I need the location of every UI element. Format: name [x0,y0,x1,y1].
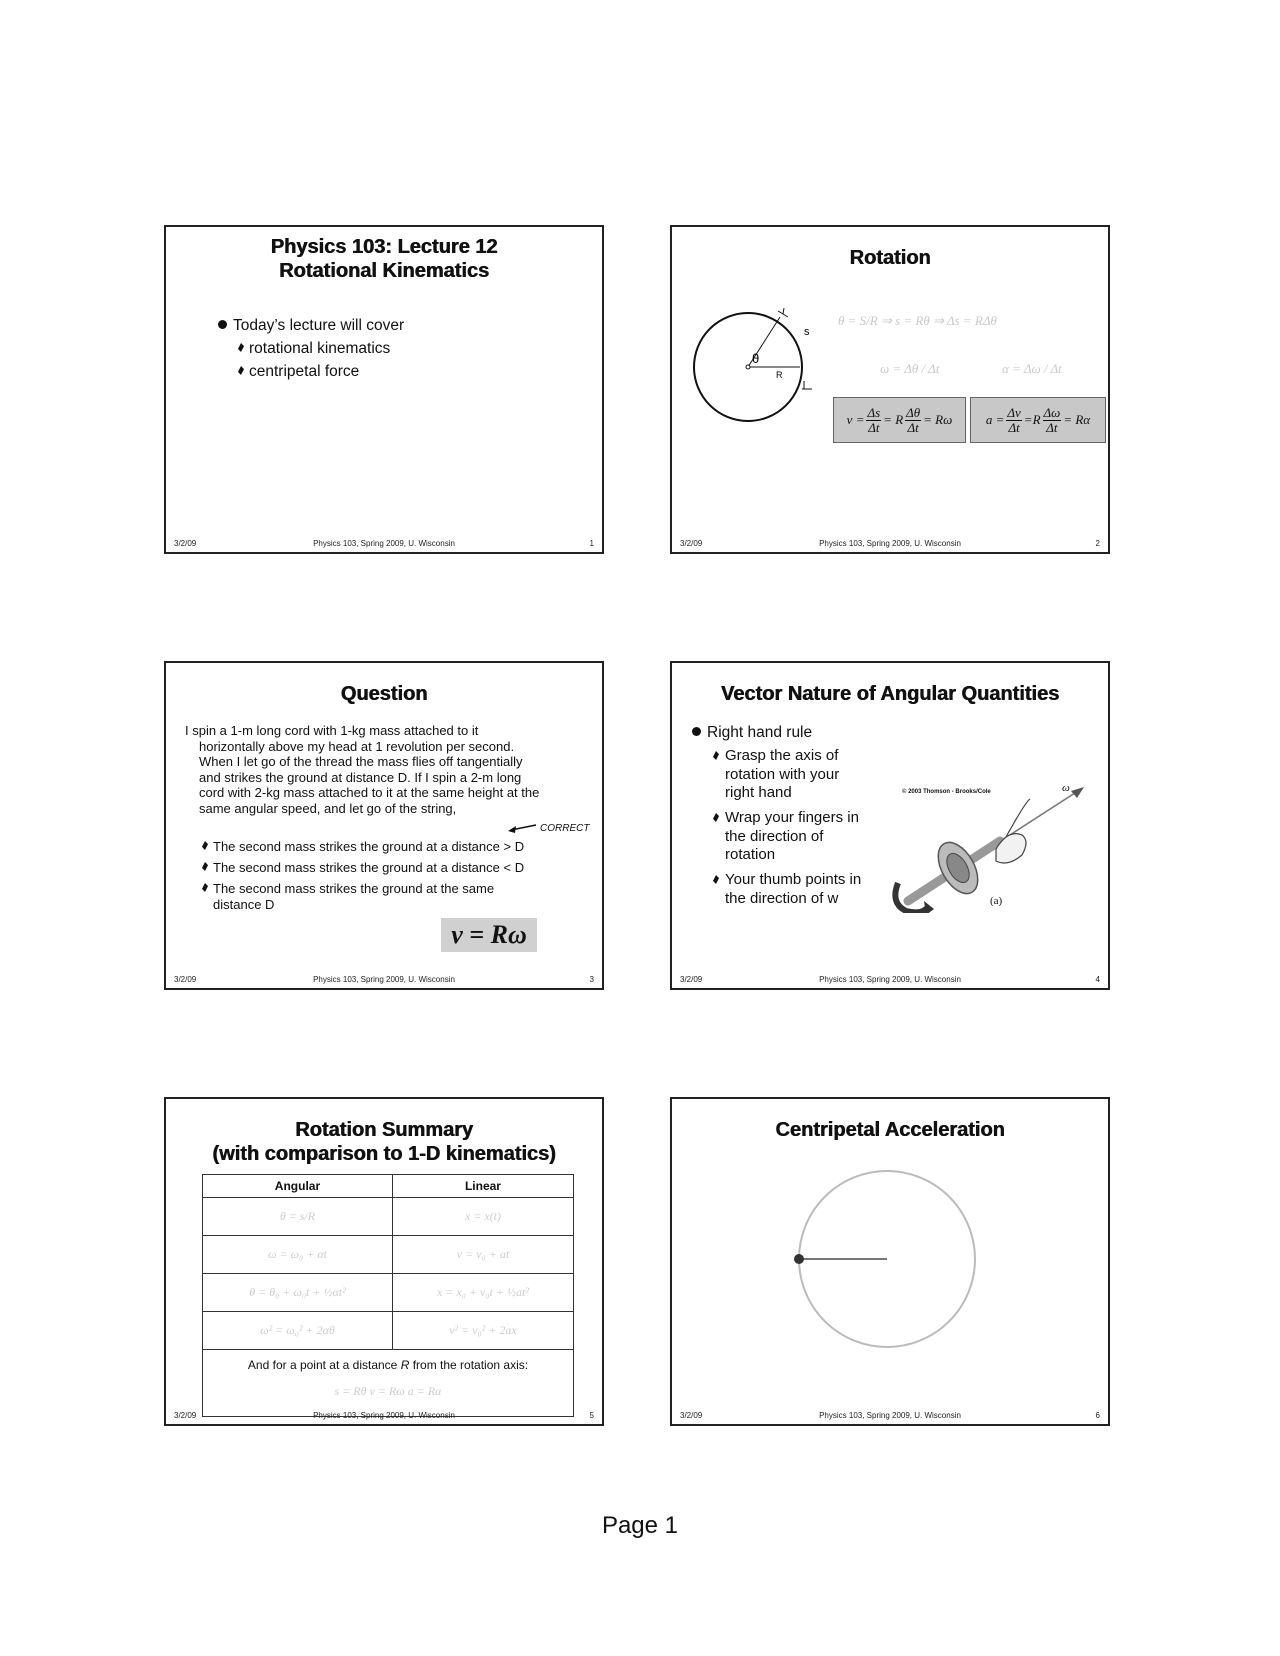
rotation-circle-diagram [692,307,842,427]
slide-number: 6 [1095,1411,1100,1420]
slide-number: 3 [589,975,594,984]
faint-formula: ω = Δθ / Δt [880,361,940,376]
question-text: I spin a 1-m long cord with 1-kg mass attached to it horizontally above my head at 1 revolution per second. When I let go of the thread the mass flies off tangentially and strikes the ground at distance D. If I spin a 2-m long cord with 2-kg mass attached to it at the same height at the same angular speed, and let go of the string, [185,723,540,816]
slide-title: Rotation Summary (with comparison to 1-D kinematics) [212,1119,556,1165]
sub-bullet-item: centripetal force [238,362,359,381]
faint-formula: θ = S/R ⇒ s = Rθ ⇒ Δs = RΔθ [838,313,997,328]
linear-formula: x = x(t) [392,1198,573,1236]
centripetal-circle-diagram [792,1164,982,1354]
table-row [203,1198,574,1236]
sub-bullet-item: rotational kinematics [238,339,390,358]
slide-4 [670,661,1110,990]
diamond-bullet-icon [202,883,208,892]
angular-formula: θ = s/R [203,1198,393,1236]
slide-title: Vector Nature of Angular Quantities [720,683,1060,705]
table-row [203,1312,574,1350]
sub-bullet-item: Wrap your fingers in the direction of rotation [713,809,859,865]
slide-5 [164,1097,604,1426]
bullet-item: Right hand rule [692,723,812,742]
omega-label: ω [1062,782,1070,794]
slide-1 [164,225,604,554]
slide-title: Centripetal Acceleration [775,1119,1005,1141]
slide-title: Question [340,683,428,705]
table-header-row [203,1175,574,1198]
diamond-bullet-icon [202,862,208,871]
slide-number: 1 [589,539,594,548]
slide-title: Physics 103: Lecture 12 Rotational Kinematics [270,236,498,282]
table-note: And for a point at a distance R from the rotation axis: s = Rθ v = Rω a = Rα [203,1350,574,1417]
slide-date: 3/2/09 [680,1411,703,1420]
angular-formula: ω² = ω₀² + 2αθ [203,1312,393,1350]
answer-option: The second mass strikes the ground at a distance < D [202,860,524,876]
slide-2 [670,225,1110,554]
linear-formula: v² = v₀² + 2ax [392,1312,573,1350]
bullet-icon [692,727,701,736]
angular-formula: ω = ω₀ + αt [203,1236,393,1274]
linear-formula: v = v₀ + at [392,1236,573,1274]
table-row [203,1236,574,1274]
diamond-bullet-icon [202,841,208,850]
slide-date: 3/2/09 [680,539,703,548]
bullet-item: Today’s lecture will cover [218,316,404,335]
slide-date: 3/2/09 [174,539,197,548]
kinematics-comparison-table [202,1174,574,1417]
slide-date: 3/2/09 [174,975,197,984]
slide-footer: Physics 103, Spring 2009, U. Wisconsin [819,539,961,548]
slide-number: 4 [1095,975,1100,984]
linear-formula: x = x₀ + v₀t + ½at² [392,1274,573,1312]
arc-length-label: s [804,326,810,338]
slide-number: 2 [1095,539,1100,548]
correct-label: CORRECT [540,823,590,834]
answer-option: The second mass strikes the ground at a distance > D [202,839,524,855]
velocity-formula-box: v = $\frac{\Delta s}{\Delta t}$ = R $\frac{\Delta\theta}{\Delta t}$ = Rω [833,397,966,443]
answer-option: The second mass strikes the ground at the same distance D [202,881,494,913]
angle-label: θ [752,351,760,366]
slide-footer: Physics 103, Spring 2009, U. Wisconsin [313,975,455,984]
table-row [203,1274,574,1312]
figure-label: (a) [990,895,1003,907]
copyright-text: © 2003 Thomson - Brooks/Cole [902,789,991,795]
angular-formula: θ = θ₀ + ω₀t + ½αt² [203,1274,393,1312]
right-hand-rule-illustration [888,783,1088,913]
slide-footer: Physics 103, Spring 2009, U. Wisconsin [313,539,455,548]
sub-bullet-item: Grasp the axis of rotation with your right hand [713,747,839,803]
correct-arrow-icon [508,823,538,835]
slide-3 [164,661,604,990]
radius-label: R [776,370,783,380]
slide-footer: Physics 103, Spring 2009, U. Wisconsin [313,1411,455,1420]
acceleration-formula-box: a = $\frac{\Delta v}{\Delta t}$ =R $\frac{\Delta\omega}{\Delta t}$ = Rα [970,397,1106,443]
faint-formula: s = Rθ v = Rω a = Rα [334,1384,442,1398]
slide-number: 5 [589,1411,594,1420]
page-label: Page 1 [601,1512,679,1539]
slide-date: 3/2/09 [174,1411,197,1420]
column-header-angular: Angular [203,1175,393,1198]
formula-image: v = Rω [441,918,537,952]
diamond-bullet-icon [238,366,244,375]
slide-footer: Physics 103, Spring 2009, U. Wisconsin [819,1411,961,1420]
column-header-linear: Linear [392,1175,573,1198]
sub-bullet-item: Your thumb points in the direction of w [713,871,861,908]
slide-title: Rotation [849,247,931,269]
slide-6 [670,1097,1110,1426]
table-row [203,1350,574,1417]
diamond-bullet-icon [238,343,244,352]
slide-footer: Physics 103, Spring 2009, U. Wisconsin [819,975,961,984]
bullet-icon [218,320,227,329]
slide-date: 3/2/09 [680,975,703,984]
faint-formula: α = Δω / Δt [1002,361,1062,376]
